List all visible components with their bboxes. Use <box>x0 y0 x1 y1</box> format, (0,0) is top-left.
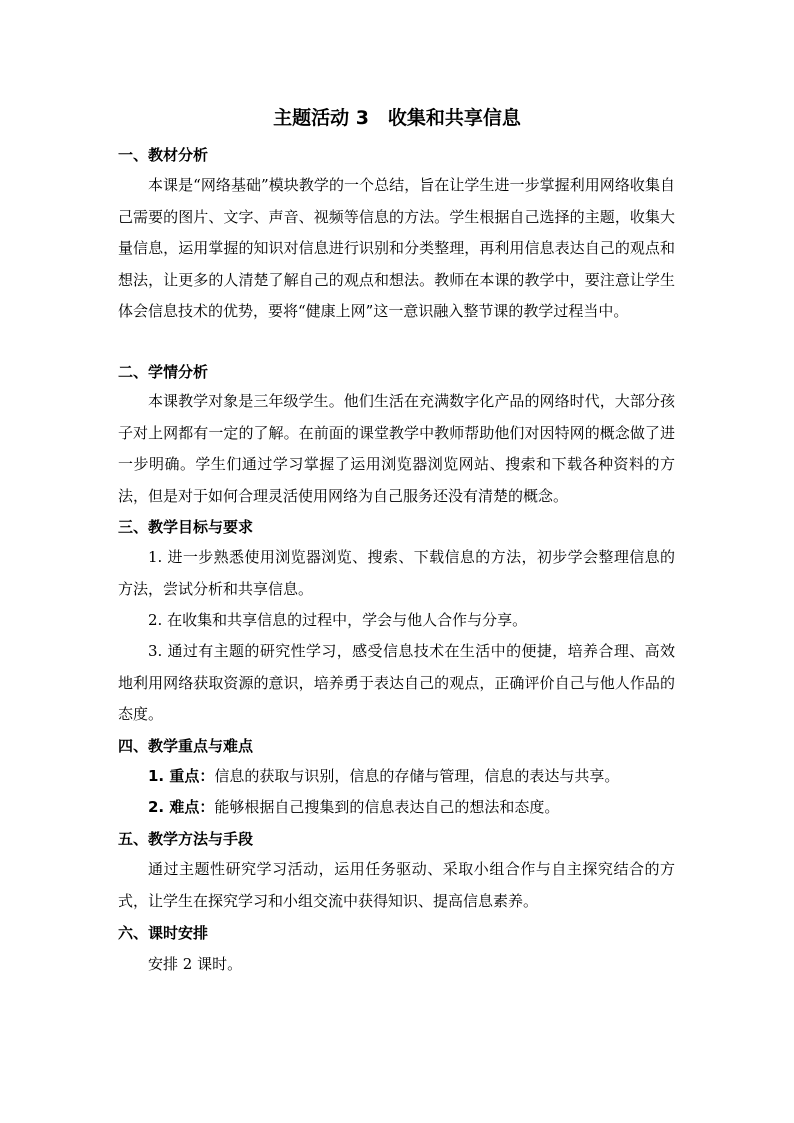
key-point-text: 信息的获取与识别，信息的存储与管理，信息的表达与共享。 <box>214 767 620 785</box>
paragraph-schedule: 安排 2 课时。 <box>148 955 243 973</box>
section-heading-schedule: 六、课时安排 <box>118 924 209 942</box>
paragraph-teaching-methods: 通过主题性研究学习活动，运用任务驱动、采取小组合作与自主探究结合的方式，让学生在探究学习和小组交流中获得知识、提高信息素养。 <box>118 860 675 910</box>
list-item-difficulty <box>148 792 678 823</box>
paragraph-textbook-analysis: 本课是“网络基础”模块教学的一个总结，旨在让学生进一步掌握利用网络收集自己需要的图片、文字、声音、视频等信息的方法。学生根据自己选择的主题，收集大量信息，运用掌握的知识对信息进行识别和分类整理，再利用信息表达自己的观点和想法，让更多的人清楚了解自己的观点和想法。教师在本课的教学中，要注意让学生体会信息技术的优势，要将“健康上网”这一意识融入整节课的教学过程当中。 <box>118 176 675 320</box>
section-heading-key-points: 四、教学重点与难点 <box>118 737 254 755</box>
section-heading-teaching-goals: 三、教学目标与要求 <box>118 518 254 536</box>
difficulty-text: 能够根据自己搜集到的信息表达自己的想法和态度。 <box>214 798 560 816</box>
paragraph-learner-analysis: 本课教学对象是三年级学生。他们生活在充满数字化产品的网络时代，大部分孩子对上网都有一定的了解。在前面的课堂教学中教师帮助他们对因特网的概念做了进一步明确。学生们通过学习掌握了运用浏览器浏览网站、搜索和下载各种资料的方法，但是对于如何合理灵活使用网络为自己服务还没有清楚的概念。 <box>118 392 675 505</box>
difficulty-label: 2. 难点： <box>148 798 215 816</box>
section-heading-teaching-methods: 五、教学方法与手段 <box>118 830 254 848</box>
paragraph-goal-2: 2. 在收集和共享信息的过程中，学会与他人合作与分享。 <box>148 611 528 629</box>
key-point-label: 1. 重点： <box>148 767 215 785</box>
paragraph-goal-3: 3. 通过有主题的研究性学习，感受信息技术在生活中的便捷，培养合理、高效地利用网络获取资源的意识，培养勇于表达自己的观点，正确评价自己与他人作品的态度。 <box>118 642 675 723</box>
section-heading-textbook-analysis: 一、教材分析 <box>118 146 209 164</box>
section-heading-learner-analysis: 二、学情分析 <box>118 363 209 381</box>
paragraph-goal-1: 1. 进一步熟悉使用浏览器浏览、搜索、下载信息的方法，初步学会整理信息的方法，尝试分析和共享信息。 <box>118 548 675 598</box>
list-item-key-point <box>148 761 678 792</box>
document-title: 主题活动 3 收集和共享信息 <box>273 107 521 129</box>
